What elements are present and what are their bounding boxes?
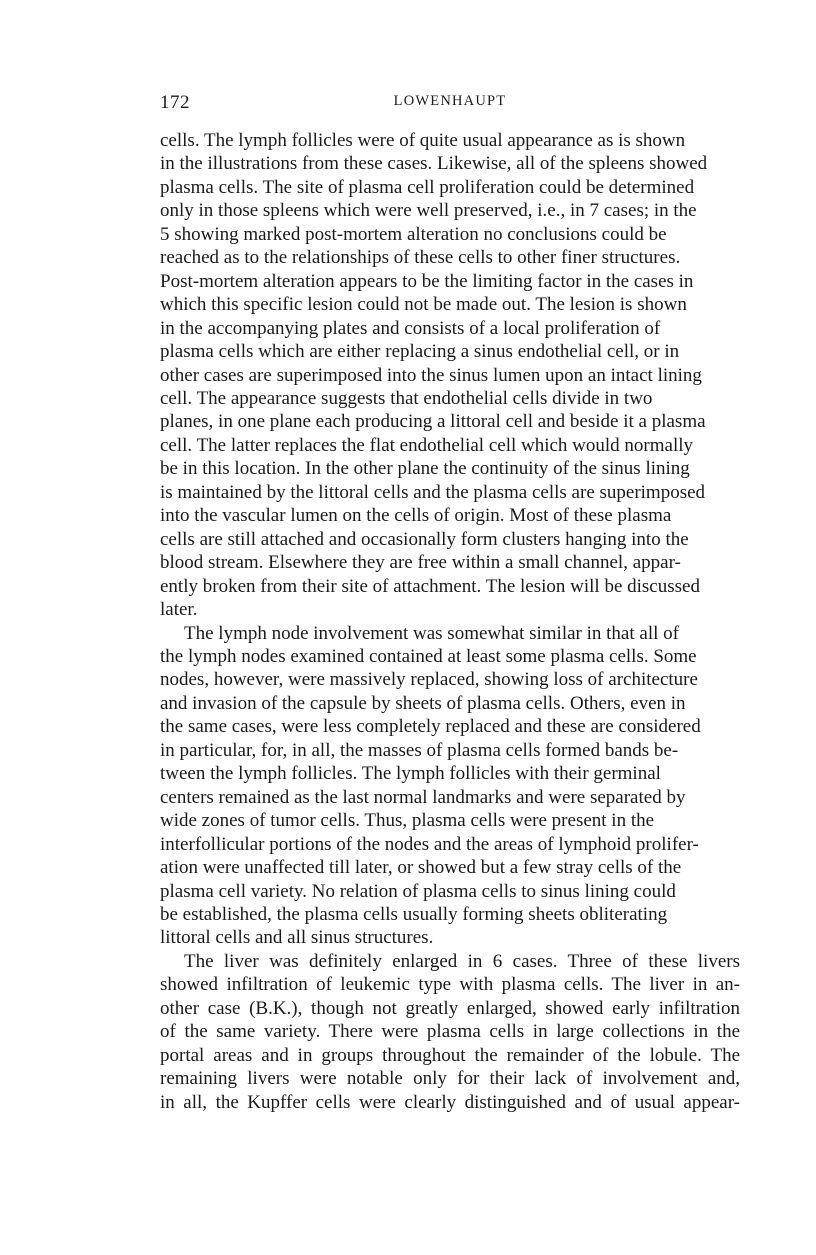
text-line: The lymph node involvement was somewhat similar in that all of <box>184 622 679 644</box>
text-line: littoral cells and all sinus structures. <box>160 927 434 949</box>
text-line: is maintained by the littoral cells and the plasma cells are superimposed <box>160 481 706 503</box>
text-line: cells are still attached and occasionally form clusters hanging into the <box>160 528 689 550</box>
text-line: in all, the Kupffer cells were clearly distinguished and of usual appear- <box>160 1091 740 1113</box>
text-line: showed infiltration of leukemic type with plasma cells. The liver in an- <box>160 974 740 996</box>
text-line: The liver was definitely enlarged in 6 cases. Three of these livers <box>184 950 740 972</box>
text-line: in the accompanying plates and consists of a local proliferation of <box>160 317 661 339</box>
text-line: other cases are superimposed into the sinus lumen upon an intact lining <box>160 364 702 386</box>
text-line: ation were unaffected till later, or showed but a few stray cells of the <box>160 857 682 879</box>
text-line: the same cases, were less completely replaced and these are considered <box>160 716 701 738</box>
text-line: other case (B.K.), though not greatly enlarged, showed early infiltration <box>160 997 740 1019</box>
text-line: Post-mortem alteration appears to be the limiting factor in the cases in <box>160 270 694 292</box>
text-line: and invasion of the capsule by sheets of plasma cells. Others, even in <box>160 692 686 714</box>
text-line: tween the lymph follicles. The lymph follicles with their germinal <box>160 763 661 785</box>
page-number: 172 <box>160 92 190 113</box>
text-line: wide zones of tumor cells. Thus, plasma cells were present in the <box>160 810 655 832</box>
text-line: later. <box>160 599 198 621</box>
text-line: cells. The lymph follicles were of quite usual appearance as is shown <box>160 130 686 151</box>
paragraph-liver <box>160 950 740 1114</box>
text-line: 5 showing marked post-mortem alteration no conclusions could be <box>160 223 667 245</box>
text-line: plasma cells which are either replacing a sinus endothelial cell, or in <box>160 341 680 363</box>
text-line: plasma cells. The site of plasma cell proliferation could be determined <box>160 176 695 198</box>
text-line: planes, in one plane each producing a littoral cell and beside it a plasma <box>160 411 706 433</box>
text-line: only in those spleens which were well preserved, i.e., in 7 cases; in the <box>160 200 697 222</box>
text-line: of the same variety. There were plasma cells in large collections in the <box>160 1021 740 1043</box>
running-head: LOWENHAUPT <box>393 93 507 109</box>
text-line: portal areas and in groups throughout the remainder of the lobule. The <box>160 1044 740 1066</box>
text-line: plasma cell variety. No relation of plasma cells to sinus lining could <box>160 880 676 902</box>
text-line: the lymph nodes examined contained at least some plasma cells. Some <box>160 645 697 667</box>
text-line: remaining livers were notable only for their lack of involvement and, <box>160 1068 740 1090</box>
text-line: blood stream. Elsewhere they are free within a small channel, appar- <box>160 552 681 574</box>
text-line: in particular, for, in all, the masses of plasma cells formed bands be- <box>160 739 679 761</box>
text-line: ently broken from their site of attachment. The lesion will be discussed <box>160 575 700 597</box>
text-line: interfollicular portions of the nodes and the areas of lymphoid prolifer- <box>160 833 699 855</box>
text-line: reached as to the relationships of these cells to other finer structures. <box>160 247 681 269</box>
text-line: be established, the plasma cells usually forming sheets obliterating <box>160 903 668 925</box>
text-line: in the illustrations from these cases. Likewise, all of the spleens showed <box>160 153 708 175</box>
text-line: cell. The appearance suggests that endothelial cells divide in two <box>160 387 653 409</box>
text-line: be in this location. In the other plane the continuity of the sinus lining <box>160 458 690 480</box>
page-header <box>160 92 740 116</box>
paragraph-spleen <box>160 129 740 622</box>
text-line: centers remained as the last normal landmarks and were separated by <box>160 786 686 808</box>
text-line: which this specific lesion could not be made out. The lesion is shown <box>160 294 687 316</box>
body-text <box>160 129 740 1114</box>
paragraph-lymph-nodes <box>160 622 740 950</box>
text-line: into the vascular lumen on the cells of origin. Most of these plasma <box>160 505 672 527</box>
text-line: cell. The latter replaces the flat endothelial cell which would normally <box>160 434 694 456</box>
text-line: nodes, however, were massively replaced, showing loss of architecture <box>160 669 698 691</box>
